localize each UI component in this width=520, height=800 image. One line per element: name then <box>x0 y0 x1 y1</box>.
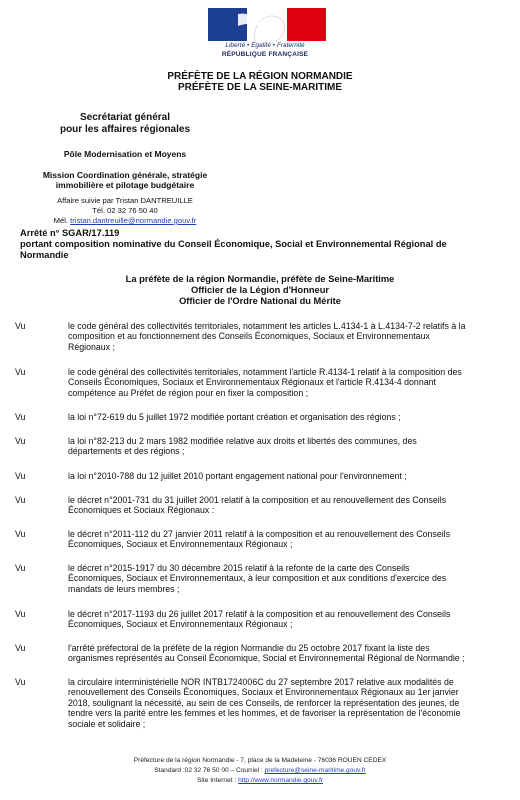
consideration-line: 2018, soulignant la nécessité, au sein de ces Conseils, de renforcer la représentation des jeunes, de <box>68 697 460 708</box>
consideration-line: le décret n°2015-1917 du 30 décembre 2015 relatif à la refonte de la carte des Conseils <box>68 563 410 573</box>
consideration-paragraph <box>68 529 504 550</box>
vu-label: Vu <box>15 412 26 422</box>
email-line <box>0 216 250 225</box>
consideration-line: la loi n°82-213 du 2 mars 1982 modifiée relative aux droits et libertés des communes, des <box>68 436 417 446</box>
footer-contact <box>0 767 520 774</box>
vu-label: Vu <box>15 609 26 619</box>
republic-name: RÉPUBLIQUE FRANÇAISE <box>221 51 309 58</box>
consideration-line: la loi n°72-619 du 5 juillet 1972 modifiée portant création et organisation des régions ; <box>68 412 401 422</box>
consideration-line: la circulaire interministérielle NOR INTB1724006C du 27 septembre 2017 relative aux modalités de <box>68 677 454 687</box>
authority-line-1: La préfète de la région Normandie, préfète de Seine-Maritime <box>125 274 395 284</box>
pole-label: Pôle Modernisation et Moyens <box>63 149 187 159</box>
consideration-paragraph <box>68 563 504 594</box>
consideration-line: le décret n°2011-112 du 27 janvier 2011 relatif à la composition et au renouvellement des Conseils <box>68 529 451 539</box>
consideration-line: Économiques, Sociaux et Environnementaux Régionaux ; <box>68 619 293 630</box>
arrete-title-line-2: Normandie <box>20 250 69 260</box>
consideration-line: l'arrêté préfectoral de la préfète de la région Normandie du 25 octobre 2017 fixant la liste des <box>68 643 430 653</box>
sg-line-1: Secrétariat général <box>79 112 171 123</box>
consideration-line: renouvellement des Conseils Économiques, Sociaux et Environnementaux Régionaux au 1er janvier <box>68 687 459 698</box>
vu-label: Vu <box>15 471 26 481</box>
telephone: Tél. 02 32 76 50 40 <box>92 206 158 215</box>
consideration-line: mandats de leurs membres ; <box>68 583 180 594</box>
authority-line-2: Officier de la Légion d'Honneur <box>190 285 330 295</box>
arrete-title-line-1: portant composition nominative du Conseil Économique, Social et Environnemental Régional de <box>20 239 447 249</box>
footer-site <box>0 777 520 784</box>
consideration-line: le décret n°2017-1193 du 26 juillet 2017 relatif à la composition et au renouvellement des Conseils <box>68 609 451 619</box>
consideration-paragraph <box>68 677 504 729</box>
consideration-line: Régionaux ; <box>68 341 115 352</box>
vu-label: Vu <box>15 436 26 446</box>
email-link[interactable]: tristan.dantreuille@normandie.gouv.fr <box>70 216 197 225</box>
vu-label: Vu <box>15 321 26 331</box>
consideration-line: tendre vers la parité entre les femmes et les hommes, et de favoriser la représentation de l'économie <box>68 708 461 719</box>
mission-line-1: Mission Coordination générale, stratégie <box>42 170 208 180</box>
vu-label: Vu <box>15 367 26 377</box>
header-title-department: PRÉFÈTE DE LA SEINE-MARITIME <box>177 82 343 93</box>
vu-label: Vu <box>15 643 26 653</box>
consideration-paragraph <box>68 367 504 398</box>
consideration-line: le décret n°2001-731 du 31 juillet 2001 relatif à la composition et au renouvellement des Conseils <box>68 495 447 505</box>
vu-label: Vu <box>15 529 26 539</box>
authority-line-3: Officier de l'Ordre National du Mérite <box>179 296 341 306</box>
arrete-number: Arrêté n° SGAR/17.119 <box>20 228 120 238</box>
consideration-line: le code général des collectivités territoriales, notamment les articles L.4134-1 à L.4134-7-2 relatifs à la <box>68 321 466 331</box>
republic-motto: Liberté • Égalité • Fraternité <box>225 42 305 49</box>
consideration-line: Économiques et Sociaux Régionaux : <box>68 505 215 516</box>
footer-site-link[interactable]: http://www.normandie.gouv.fr <box>238 777 323 784</box>
consideration-line: le code général des collectivités territoriales, notamment l'article R.4134-1 relatif à la composition des <box>68 367 462 377</box>
consideration-paragraph <box>68 436 504 457</box>
footer-standard: Standard :02 32 76 50 00 – Courriel : <box>154 767 263 774</box>
email-label: Mél. <box>53 216 69 225</box>
consideration-line: composition et au fonctionnement des Conseils Économiques, Sociaux et Environnementaux <box>68 331 430 342</box>
consideration-line: la loi n°2010-788 du 12 juillet 2010 portant engagement national pour l'environnement ; <box>68 471 407 481</box>
consideration-paragraph <box>68 609 504 630</box>
affaire-suivie: Affaire suivie par Tristan DANTREUILLE <box>57 196 193 205</box>
consideration-paragraph <box>68 321 504 352</box>
footer-email-link[interactable]: prefecture@seine-maritime.gouv.fr <box>264 767 366 774</box>
consideration-paragraph <box>68 643 504 664</box>
sg-line-2: pour les affaires régionales <box>59 124 191 135</box>
consideration-line: organismes représentés au Conseil Économique, Social et Environnemental Régional de Normandie ; <box>68 653 465 664</box>
footer-site-label: Site Internet : <box>197 777 237 784</box>
mission-line-2: immobilière et pilotage budgétaire <box>55 180 195 190</box>
consideration-paragraph <box>68 471 504 481</box>
header-title-region: PRÉFÈTE DE LA RÉGION NORMANDIE <box>167 71 353 82</box>
vu-label: Vu <box>15 563 26 573</box>
consideration-line: sociale et solidaire ; <box>68 718 146 729</box>
consideration-line: Économiques, Sociaux et Environnementaux Régionaux ; <box>68 539 293 550</box>
vu-label: Vu <box>15 495 26 505</box>
consideration-line: compétence au Préfet de région pour en fixer la composition ; <box>68 387 309 398</box>
consideration-line: Économiques, Sociaux et Environnementaux, à leur composition et aux conditions d'exercice des <box>68 573 447 584</box>
vu-label: Vu <box>15 677 26 687</box>
consideration-line: Conseils Économiques, Sociaux et Environnementaux Régionaux et l'article R.4134-4 donnant <box>68 377 436 388</box>
consideration-paragraph <box>68 412 504 422</box>
consideration-line: départements et des régions ; <box>68 446 185 457</box>
footer-address: Préfecture de la région Normandie - 7, place de la Madeleine - 76036 ROUEN CEDEX <box>133 757 387 764</box>
consideration-paragraph <box>68 495 504 516</box>
